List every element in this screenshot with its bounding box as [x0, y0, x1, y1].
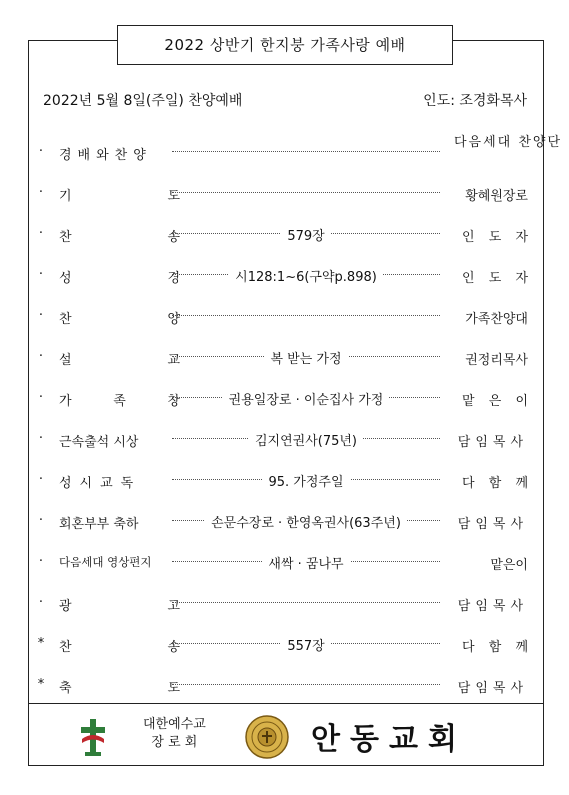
- item-bullet: ·: [38, 349, 44, 364]
- item-label: 찬 송: [59, 230, 180, 245]
- item-detail-text: 복 받는 가정: [264, 352, 347, 367]
- item-label: 기 도: [59, 189, 180, 204]
- item-bullet: ·: [38, 595, 44, 610]
- item-leader-dots: [172, 684, 440, 685]
- item-bullet: ·: [38, 554, 44, 569]
- item-performer: 맡은이: [490, 558, 528, 573]
- worship-item-row: [30, 460, 540, 501]
- item-detail: [172, 266, 440, 285]
- worship-item-row: [30, 132, 563, 173]
- item-detail-text: 손문수장로 · 한영옥권사(63주년): [205, 516, 407, 531]
- worship-item-row: [30, 378, 540, 419]
- item-performer: 맡 은 이: [462, 394, 528, 409]
- item-bullet: ·: [38, 390, 44, 405]
- denomination-line1: 대한예수교: [143, 717, 206, 732]
- church-seal-icon: [245, 715, 289, 759]
- item-performer: 담임목사: [457, 599, 528, 614]
- denomination-line2: 장 로 회: [151, 735, 198, 750]
- item-label: 성 경: [59, 271, 180, 286]
- bulletin-title: 2022 상반기 한지붕 가족사랑 예배: [117, 25, 453, 65]
- worship-item-row: [30, 337, 540, 378]
- item-bullet: ·: [38, 431, 44, 446]
- item-bullet: ·: [38, 144, 44, 159]
- item-performer: 인 도 자: [462, 230, 528, 245]
- item-bullet: ·: [38, 267, 44, 282]
- worship-item-row: [30, 583, 540, 624]
- item-detail: [172, 225, 440, 244]
- item-detail: [172, 389, 440, 408]
- worship-item-row: [30, 419, 540, 460]
- item-detail-text: 새싹 · 꿈나무: [262, 557, 349, 572]
- presbyterian-cross-logo: [79, 717, 107, 757]
- item-label: 축 도: [59, 681, 180, 696]
- item-label: 성시교독: [59, 476, 142, 491]
- worship-item-row: [30, 296, 540, 337]
- church-name: 안동교회: [311, 722, 467, 757]
- worship-item-row: [30, 542, 540, 583]
- worship-item-row: [30, 214, 540, 255]
- item-detail-text: 557장: [281, 639, 330, 654]
- item-performer: 인 도 자: [462, 271, 528, 286]
- item-detail: [172, 430, 440, 449]
- service-leader: 인도: 조경화목사: [423, 93, 527, 109]
- item-bullet: ·: [38, 472, 44, 487]
- item-detail: [172, 553, 440, 572]
- item-label: 광 고: [59, 599, 180, 614]
- item-leader-dots: [172, 602, 440, 603]
- item-detail-text: 김지연권사(75년): [249, 434, 363, 449]
- item-bullet: *: [37, 636, 45, 651]
- item-bullet: ·: [38, 185, 44, 200]
- worship-item-row: [30, 255, 540, 296]
- item-leader-dots: [172, 151, 440, 152]
- item-leader-dots: [172, 315, 440, 316]
- item-label: 가 족 창: [59, 394, 180, 409]
- item-leader-dots: [172, 192, 440, 193]
- worship-item-row: [30, 501, 540, 542]
- item-detail-text: 시128:1~6(구약p.898): [229, 270, 383, 285]
- item-performer: 담임목사: [457, 435, 528, 450]
- item-label: 회혼부부 축하: [59, 517, 139, 532]
- item-label: 찬 송: [59, 640, 180, 655]
- item-performer: 황혜원장로: [465, 189, 528, 204]
- item-label: 근속출석 시상: [59, 435, 139, 450]
- item-bullet: *: [37, 677, 45, 692]
- item-performer: 가족찬양대: [465, 312, 528, 327]
- item-performer: 다음세대 찬양단: [454, 135, 563, 150]
- worship-item-row: [30, 173, 540, 214]
- item-performer: 다 함 께: [462, 640, 528, 655]
- item-detail-text: 95. 가정주일: [262, 475, 349, 490]
- item-bullet: ·: [38, 308, 44, 323]
- denomination-label: [143, 716, 206, 752]
- order-of-worship: [30, 132, 563, 706]
- item-detail: [172, 471, 440, 490]
- item-detail-text: 권용일장로 · 이순집사 가정: [223, 393, 390, 408]
- item-detail-text: 579장: [281, 229, 330, 244]
- item-label: 다음세대 영상편지: [59, 555, 152, 569]
- item-performer: 다 함 께: [462, 476, 528, 491]
- item-label: 경배와찬양: [59, 148, 152, 163]
- item-bullet: ·: [38, 513, 44, 528]
- item-detail: [172, 512, 440, 531]
- item-performer: 권정리목사: [465, 353, 528, 368]
- item-label: 찬 양: [59, 312, 180, 327]
- worship-item-row: [30, 665, 540, 706]
- item-performer: 담임목사: [457, 681, 528, 696]
- item-bullet: ·: [38, 226, 44, 241]
- worship-item-row: [30, 624, 540, 665]
- item-detail: [172, 348, 440, 367]
- item-performer: 담임목사: [457, 517, 528, 532]
- service-date: 2022년 5월 8일(주일) 찬양예배: [43, 93, 243, 109]
- item-detail: [172, 635, 440, 654]
- item-label: 설 교: [59, 353, 180, 368]
- footer-divider: [28, 703, 544, 704]
